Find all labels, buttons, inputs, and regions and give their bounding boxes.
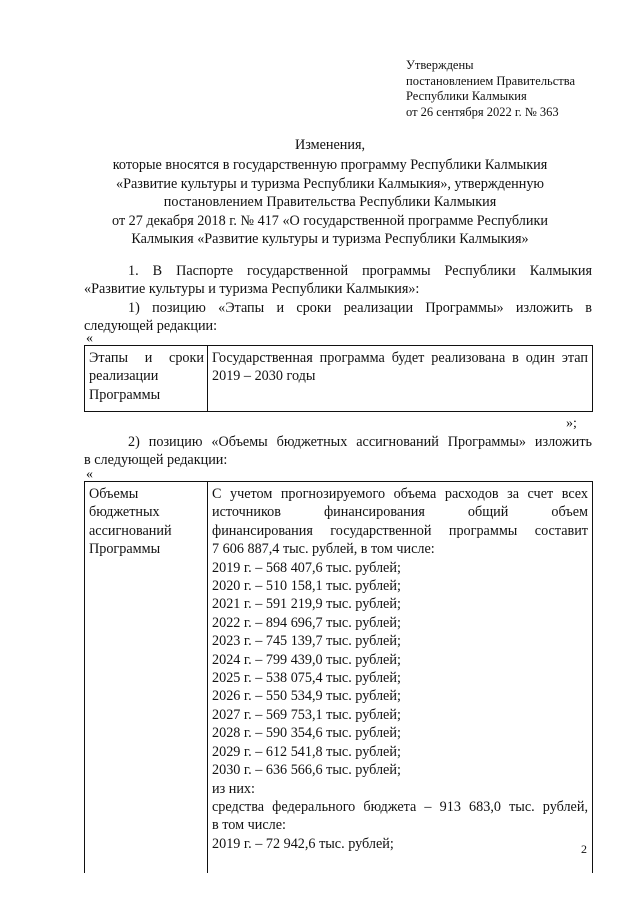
- label-line: ассигнований: [89, 522, 172, 539]
- title-line: от 27 декабря 2018 г. № 417 «О государственной программе Республики: [112, 212, 548, 229]
- budget-line: 2023 г. – 745 139,7 тыс. рублей;: [212, 633, 401, 650]
- table-stages: [84, 345, 593, 412]
- budget-line: 2030 г. – 636 566,6 тыс. рублей;: [212, 762, 401, 779]
- label-word: Этапы: [89, 350, 128, 366]
- budget-line: из них:: [212, 780, 255, 797]
- approval-line: Утверждены: [406, 58, 474, 72]
- paragraph-1: [84, 262, 592, 299]
- budget-line: 2025 г. – 538 075,4 тыс. рублей;: [212, 670, 401, 687]
- title-line: Калмыкия «Развитие культуры и туризма Республики Калмыкия»: [131, 231, 529, 248]
- approval-line: от 26 сентября 2022 г. № 363: [406, 104, 559, 119]
- budget-line: 2019 г. – 568 407,6 тыс. рублей;: [212, 559, 401, 576]
- close-quote: »;: [566, 416, 577, 431]
- page-number: 2: [581, 842, 587, 856]
- budget-line: 2020 г. – 510 158,1 тыс. рублей;: [212, 578, 401, 595]
- label-line: бюджетных: [89, 504, 160, 521]
- budget-line: 2026 г. – 550 534,9 тыс. рублей;: [212, 688, 401, 705]
- budget-line: 2022 г. – 894 696,7 тыс. рублей;: [212, 614, 401, 631]
- budget-line: 2029 г. – 612 541,8 тыс. рублей;: [212, 743, 401, 760]
- table-stages-label: [85, 346, 208, 411]
- label-line: Объемы: [89, 486, 139, 502]
- label-line: реализации: [89, 368, 159, 385]
- paragraph-2: [84, 299, 592, 336]
- approval-line: постановлением Правительства: [406, 73, 576, 88]
- title-line: которые вносятся в государственную программу Республики Калмыкия: [112, 157, 548, 174]
- budget-line: средства федерального бюджета – 913 683,0 тыс. рублей,: [212, 798, 588, 815]
- budget-line: С учетом прогнозируемого объема расходов за счет всех: [212, 486, 588, 502]
- table-budget-value: [208, 482, 592, 873]
- title-line: постановлением Правительства Республики Калмыкия: [163, 194, 497, 211]
- label-line: Программы: [89, 386, 161, 403]
- document-title: [70, 136, 590, 248]
- paragraph-3: [84, 433, 592, 470]
- budget-line: 2024 г. – 799 439,0 тыс. рублей;: [212, 651, 401, 668]
- paragraph-2-line: следующей редакции:: [84, 318, 218, 335]
- budget-line: 2028 г. – 590 354,6 тыс. рублей;: [212, 725, 401, 742]
- approval-stamp: [406, 58, 626, 120]
- budget-line: 7 606 887,4 тыс. рублей, в том числе:: [212, 541, 435, 558]
- title-heading: Изменения,: [294, 137, 366, 153]
- label-word: сроки: [169, 350, 204, 366]
- table-stages-value: Государственная программа будет реализована в один этап 2019 – 2030 годы: [212, 350, 588, 385]
- paragraph-1-line: «Развитие культуры и туризма Республики Калмыкия»:: [84, 281, 420, 298]
- budget-line: 2021 г. – 591 219,9 тыс. рублей;: [212, 596, 401, 613]
- paragraph-1-line: 1. В Паспорте государственной программы Республики Калмыкия: [128, 263, 592, 279]
- title-line: «Развитие культуры и туризма Республики Калмыкия», утвержденную: [115, 175, 545, 192]
- approval-line: Республики Калмыкия: [406, 89, 527, 103]
- budget-line: в том числе:: [212, 817, 286, 834]
- paragraph-3-line: 2) позицию «Объемы бюджетных ассигнований Программы» изложить: [128, 434, 592, 450]
- table-budget: [84, 481, 593, 873]
- paragraph-3-line: в следующей редакции:: [84, 452, 228, 469]
- budget-line: финансирования государственной программы составит: [212, 522, 588, 539]
- budget-line: 2027 г. – 569 753,1 тыс. рублей;: [212, 706, 401, 723]
- budget-line: источников финансирования общий объем: [212, 504, 588, 521]
- label-line: Программы: [89, 541, 161, 558]
- label-word: и: [144, 350, 153, 366]
- paragraph-2-line: 1) позицию «Этапы и сроки реализации Программы» изложить в: [128, 300, 592, 316]
- table-budget-label: [85, 482, 208, 873]
- budget-line: 2019 г. – 72 942,6 тыс. рублей;: [212, 835, 394, 852]
- open-quote: «: [86, 467, 93, 482]
- open-quote: «: [86, 331, 93, 346]
